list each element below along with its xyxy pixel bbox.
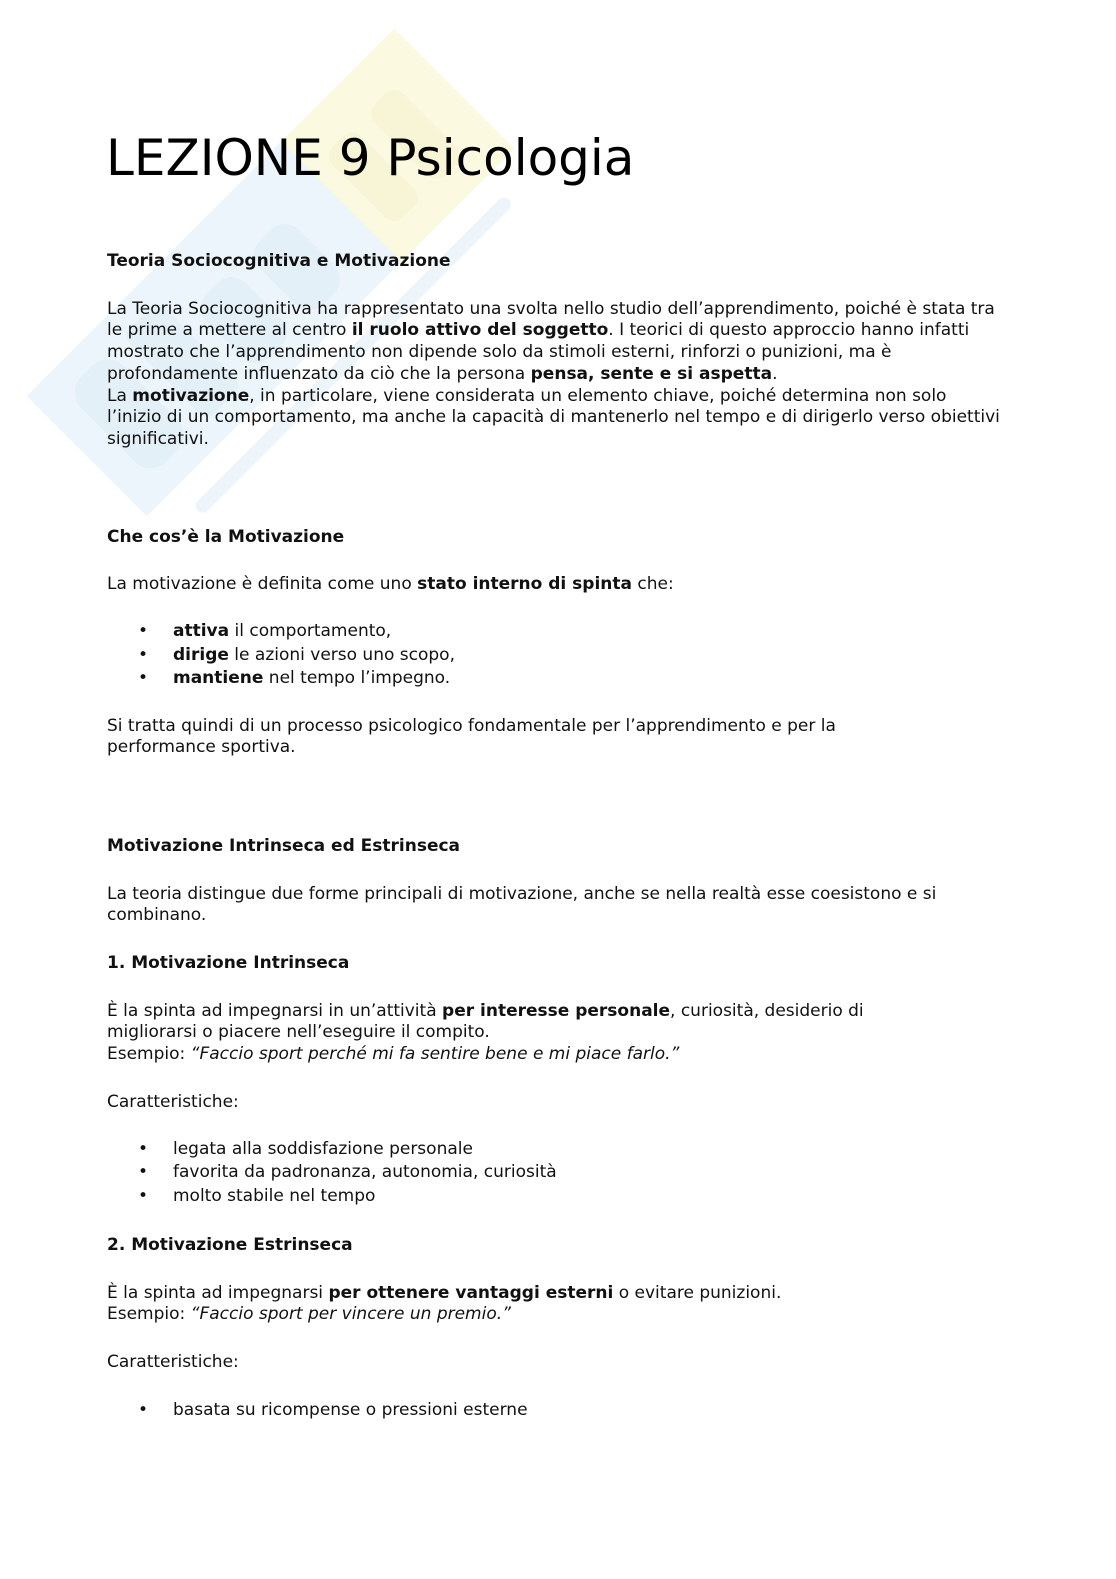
bold-text: dirige xyxy=(173,644,229,665)
text: La Teoria Sociocognitiva ha rappresentato una svolta nello studio dell’apprendimento, poiché è stata tra le prime a mettere al centro xyxy=(107,298,995,341)
section-heading: Motivazione Intrinseca ed Estrinseca xyxy=(107,835,461,856)
subsection-heading: 2. Motivazione Estrinseca xyxy=(107,1235,353,1256)
list-item: • basata su ricompense o pressioni esterne xyxy=(107,1399,1002,1423)
list-item xyxy=(107,644,1002,668)
text: il comportamento, xyxy=(229,621,392,642)
text: , curiosità, desiderio di migliorarsi o piacere nell’eseguire il compito. xyxy=(107,1000,864,1043)
subsection-heading: 1. Motivazione Intrinseca xyxy=(107,953,350,974)
bold-text: per ottenere vantaggi esterni xyxy=(328,1282,614,1303)
paragraph xyxy=(107,1283,1002,1326)
section-heading: Teoria Sociocognitiva e Motivazione xyxy=(107,251,451,271)
text: o evitare punizioni. xyxy=(613,1282,782,1303)
label: Caratteristiche: xyxy=(107,1091,239,1112)
text: È la spinta ad impegnarsi xyxy=(107,1282,329,1303)
bold-text: pensa, sente e si aspetta xyxy=(530,363,773,384)
bullet-list xyxy=(107,620,1002,691)
bullet-list xyxy=(107,1399,1002,1423)
text: . I teorici di questo approccio hanno infatti mostrato che l’apprendimento non dipende solo da stimoli esterni, rinforzi o punizioni, ma è profondamente influenzato da ciò che la persona xyxy=(107,320,970,384)
section-heading: Che cos’è la Motivazione xyxy=(107,526,345,547)
example-label: Esempio: xyxy=(107,1044,191,1065)
text: nel tempo l’impegno. xyxy=(263,668,451,689)
example-quote: “Faccio sport per vincere un premio.” xyxy=(190,1304,511,1325)
paragraph xyxy=(107,574,1002,596)
bold-text: stato interno di spinta xyxy=(417,574,632,595)
paragraph: Si tratta quindi di un processo psicologico fondamentale per l’apprendimento e per la performance sportiva. xyxy=(107,715,836,758)
text: , in particolare, viene considerata un elemento chiave, poiché determina non solo l’inizio di un comportamento, ma anche la capacità di mantenerlo nel tempo e di dirigerlo verso obiettivi significativi. xyxy=(107,385,1000,449)
label: Caratteristiche: xyxy=(107,1352,239,1373)
list-item: • legata alla soddisfazione personale xyxy=(107,1138,1002,1162)
bold-text: per interesse personale xyxy=(442,1000,671,1021)
bold-text: motivazione xyxy=(132,385,250,406)
list-item xyxy=(107,620,1002,644)
page-title: LEZIONE 9 Psicologia xyxy=(106,129,635,187)
bold-text: il ruolo attivo del soggetto xyxy=(351,320,609,341)
bold-text: mantiene xyxy=(173,668,264,689)
list-item xyxy=(107,667,1002,691)
paragraph xyxy=(107,1001,957,1066)
bold-text: attiva xyxy=(173,621,230,642)
paragraph: La teoria distingue due forme principali di motivazione, anche se nella realtà esse coesistono e si combinano. xyxy=(107,883,937,926)
text: La xyxy=(107,385,133,406)
text: . xyxy=(772,363,778,384)
example-label: Esempio: xyxy=(107,1304,191,1325)
text: che: xyxy=(631,574,674,595)
text: le azioni verso uno scopo, xyxy=(228,644,455,665)
paragraph xyxy=(107,299,1002,451)
list-item: • molto stabile nel tempo xyxy=(107,1185,1002,1209)
text: È la spinta ad impegnarsi in un’attività xyxy=(107,1000,443,1021)
example-quote: “Faccio sport perché mi fa sentire bene e mi piace farlo.” xyxy=(190,1044,680,1065)
bullet-list xyxy=(107,1138,1002,1209)
list-item: • favorita da padronanza, autonomia, curiosità xyxy=(107,1161,1002,1185)
text: La motivazione è definita come uno xyxy=(107,574,418,595)
